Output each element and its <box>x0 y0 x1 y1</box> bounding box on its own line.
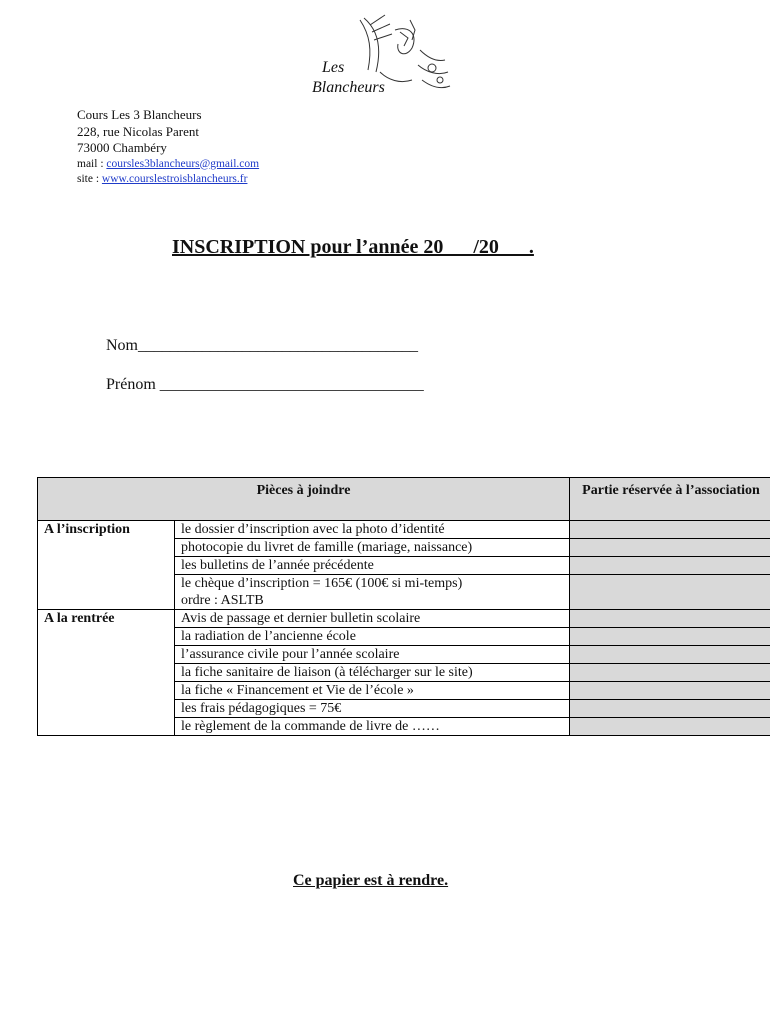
address-site-line <box>77 172 259 187</box>
reserved-cell <box>570 682 770 700</box>
footer-note: Ce papier est à rendre. <box>293 872 449 889</box>
reserved-cell <box>570 700 770 718</box>
reserved-cell <box>570 718 770 736</box>
address-mail-line <box>77 157 259 172</box>
table-row <box>38 610 770 628</box>
ordre-line: ordre : ASLTB <box>181 593 264 608</box>
table-row <box>38 521 770 539</box>
mail-label: mail : <box>77 157 107 170</box>
reserved-cell <box>570 664 770 682</box>
table-cell-item: la fiche « Financement et Vie de l’école » <box>175 682 570 700</box>
table-cell-item: les frais pédagogiques = 75€ <box>175 700 570 718</box>
reserved-cell <box>570 575 770 610</box>
reserved-cell <box>570 521 770 539</box>
nom-field[interactable]: Nom___________________________________ <box>106 337 418 354</box>
prenom-field[interactable]: Prénom _________________________________ <box>106 376 424 393</box>
reserved-cell <box>570 646 770 664</box>
cheque-line: le chèque d’inscription = 165€ (100€ si mi-temps) <box>181 576 463 591</box>
table-cell-item: la fiche sanitaire de liaison (à télécharger sur le site) <box>175 664 570 682</box>
address-street: 228, rue Nicolas Parent <box>77 123 200 139</box>
table-cell-item: Avis de passage et dernier bulletin scolaire <box>175 610 570 628</box>
table-header-row <box>38 478 770 521</box>
table-cell-item: l’assurance civile pour l’année scolaire <box>175 646 570 664</box>
mail-link[interactable]: coursles3blancheurs@gmail.com <box>106 157 260 170</box>
les-blancheurs-logo <box>300 10 460 105</box>
address-city: 73000 Chambéry <box>77 140 167 155</box>
table-cell-item: photocopie du livret de famille (mariage, naissance) <box>175 539 570 557</box>
site-label: site : <box>77 172 102 185</box>
reserved-cell <box>570 628 770 646</box>
logo-line2: Blancheurs <box>312 79 385 96</box>
table-cell-item: les bulletins de l’année précédente <box>175 557 570 575</box>
reserved-cell <box>570 557 770 575</box>
table-cell-item <box>175 575 570 610</box>
documents-table <box>37 477 770 736</box>
address-block <box>77 107 259 187</box>
table-cell-item: la radiation de l’ancienne école <box>175 628 570 646</box>
reserved-cell <box>570 610 770 628</box>
group-label-inscription: A l’inscription <box>38 521 175 610</box>
site-link[interactable]: www.courslestroisblancheurs.fr <box>101 172 248 185</box>
address-name: Cours Les 3 Blancheurs <box>77 107 202 122</box>
page-title: INSCRIPTION pour l’année 20 /20 . <box>172 236 534 258</box>
reserved-cell <box>570 539 770 557</box>
header-reserve: Partie réservée à l’association <box>570 478 770 521</box>
group-label-rentree: A la rentrée <box>38 610 175 736</box>
logo-line1: Les <box>322 59 345 76</box>
header-pieces: Pièces à joindre <box>38 478 570 521</box>
table-cell-item: le dossier d’inscription avec la photo d’identité <box>175 521 570 539</box>
table-cell-item: le règlement de la commande de livre de …… <box>175 718 570 736</box>
